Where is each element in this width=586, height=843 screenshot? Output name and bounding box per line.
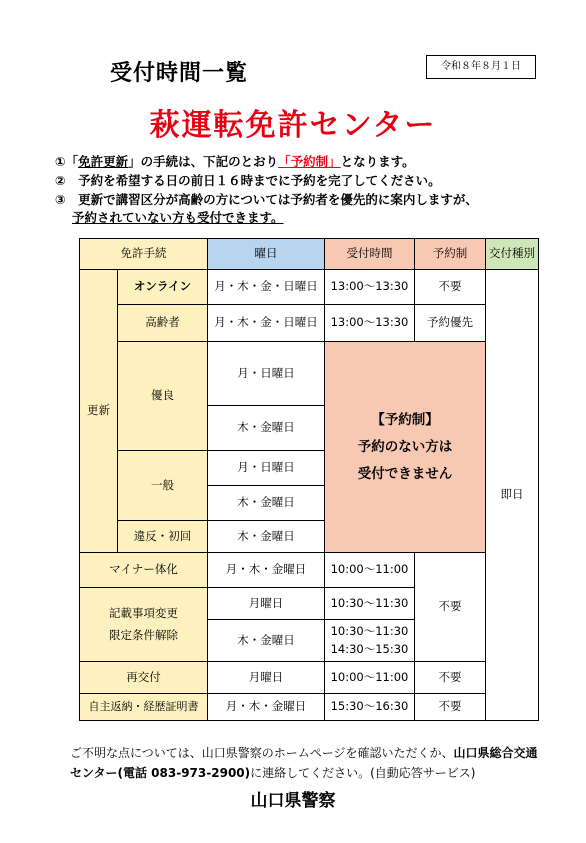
elderly-day: 月・木・金・日曜日 xyxy=(207,304,325,342)
record-day-2: 木・金曜日 xyxy=(207,619,325,662)
elderly-time: 13:00～13:30 xyxy=(324,304,415,342)
excellent-label: 優良 xyxy=(117,341,208,451)
date-box: 令和８年８月１日 xyxy=(426,55,536,79)
notice-line-2: 予約のない方は xyxy=(357,438,453,455)
violation-label: 違反・初回 xyxy=(117,520,208,553)
myna-time: 10:00～11:00 xyxy=(324,552,415,588)
return-label: 自主返納・経歴証明書 xyxy=(79,693,208,721)
note-1-prefix: ①「 xyxy=(55,154,79,169)
renewal-label: 更新 xyxy=(79,269,118,553)
record-time-2a: 10:30～11:30 xyxy=(330,623,409,638)
reservation-required-notice xyxy=(324,341,486,553)
record-day-1: 月曜日 xyxy=(207,587,325,620)
notice-line-3: 受付できません xyxy=(357,465,453,482)
note-1-mid: 」の手続は、下記のとおり xyxy=(128,154,279,169)
return-day: 月・木・金曜日 xyxy=(207,693,325,721)
header-time: 受付時間 xyxy=(324,238,415,270)
return-reservation: 不要 xyxy=(414,693,486,721)
not-required-merged: 不要 xyxy=(414,552,486,662)
reissue-reservation: 不要 xyxy=(414,661,486,694)
footer-line-2 xyxy=(70,764,476,781)
note-2: ② 予約を希望する日の前日１６時までに予約を完了してください。 xyxy=(55,173,441,188)
header-reservation: 予約制 xyxy=(414,238,486,270)
violation-day: 木・金曜日 xyxy=(207,520,325,553)
header-day: 曜日 xyxy=(207,238,325,270)
excellent-day-1: 月・日曜日 xyxy=(207,341,325,406)
myna-day: 月・木・金曜日 xyxy=(207,552,325,588)
record-change-label-1: 記載事項変更 xyxy=(109,605,178,620)
return-time: 15:30～16:30 xyxy=(324,693,415,721)
notice-line-1: 【予約制】 xyxy=(371,411,439,428)
center-name: 萩運転免許センター xyxy=(149,108,437,143)
myna-label: マイナー体化 xyxy=(79,552,208,588)
footer-organization: 山口県警察 xyxy=(250,791,336,811)
reissue-label: 再交付 xyxy=(79,661,208,694)
online-reservation: 不要 xyxy=(414,269,486,305)
header-procedure: 免許手続 xyxy=(79,238,208,270)
footer-line-1-text: ご不明な点については、山口県警察のホームページを確認いただくか、 xyxy=(70,746,454,760)
elderly-label: 高齢者 xyxy=(117,304,208,342)
issue-same-day: 即日 xyxy=(485,269,539,721)
general-day-2: 木・金曜日 xyxy=(207,485,325,521)
footer-line-1 xyxy=(70,744,538,761)
note-3: ③ 更新で講習区分が高齢の方については予約者を優先的に案内しますが、 xyxy=(55,192,478,207)
excellent-day-2: 木・金曜日 xyxy=(207,405,325,451)
footer-line-1-bold: 山口県総合交通 xyxy=(453,746,538,760)
record-time-2b: 14:30～15:30 xyxy=(330,641,409,656)
note-1 xyxy=(55,152,415,170)
general-day-1: 月・日曜日 xyxy=(207,450,325,486)
footer-line-2-text: に連絡してください。(自動応答サービス) xyxy=(250,766,476,780)
note-1-bold: 免許更新 xyxy=(78,154,129,169)
reissue-time: 10:00～11:00 xyxy=(324,661,415,694)
record-time-1: 10:30～11:30 xyxy=(324,587,415,620)
header-issue: 交付種別 xyxy=(485,238,539,270)
footer-line-2-bold: センター(電話 083-973-2900) xyxy=(70,766,251,780)
record-time-2 xyxy=(324,619,415,662)
record-change-label-2: 限定条件解除 xyxy=(109,627,178,642)
record-change-label xyxy=(79,587,208,662)
note-1-red: 「予約制」 xyxy=(278,154,341,169)
elderly-reservation: 予約優先 xyxy=(414,304,486,342)
online-label: オンライン xyxy=(117,269,208,305)
online-day: 月・木・金・日曜日 xyxy=(207,269,325,305)
online-time: 13:00～13:30 xyxy=(324,269,415,305)
page-title: 受付時間一覧 xyxy=(110,61,249,86)
general-label: 一般 xyxy=(117,450,208,521)
reissue-day: 月曜日 xyxy=(207,661,325,694)
note-1-suffix: となります。 xyxy=(340,154,415,169)
note-3-continued: 予約されていない方も受付できます。 xyxy=(72,210,284,225)
